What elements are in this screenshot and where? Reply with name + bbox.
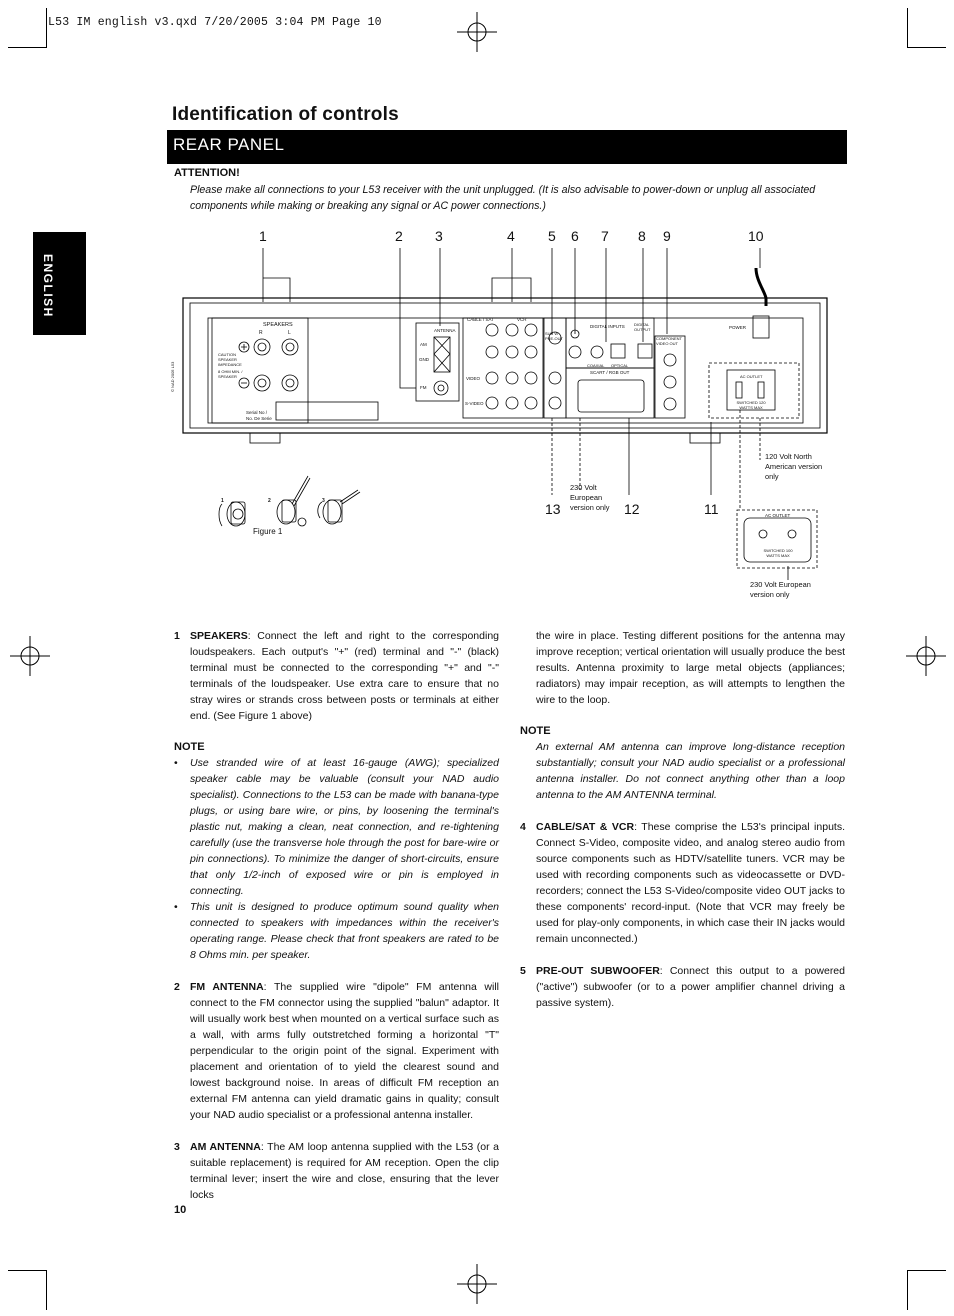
registration-mark-left (8, 634, 52, 678)
attention-heading: ATTENTION! (174, 167, 240, 179)
label-digital-output: DIGITAL OUTPUT (634, 322, 651, 332)
label-video: VIDEO (466, 376, 481, 381)
item-5-text: : Connect this output to a powered ("active") subwoofer (or to a power amplifier channel driving a passive system). (536, 965, 845, 1009)
callout-12: 12 (624, 501, 640, 517)
item-2-heading: FM ANTENNA (190, 981, 264, 993)
label-fm: FM (420, 385, 427, 390)
callout-7: 7 (601, 228, 609, 244)
left-column (174, 628, 499, 1203)
item-1-heading: SPEAKERS (190, 630, 248, 642)
callout-13: 13 (545, 501, 561, 517)
label-antenna: ANTENNA (434, 328, 456, 333)
figure-1-num-3: 3 (322, 498, 325, 504)
item-2-text: : The supplied wire "dipole" FM antenna will connect to the FM connector using the supplied "balun" adaptor. It will usually work best when mounted on a vertical surface such as a wall, with arms fully outstretched forming a horizontal "T" perpendicular to the origin point of the signal. Experiment with placement and orientation of to yield the clearest sound and lowest background noise. In areas of difficult FM reception an external FM antenna can yield dramatic gains in quality; consult your NAD audio specialist or a professional antenna installer. (190, 981, 499, 1121)
callout-9: 9 (663, 228, 671, 244)
note-230-volt-right: 230 Volt European version only (750, 580, 811, 599)
label-speakers-l: L (288, 330, 291, 336)
label-scart: SCART / RGB OUT (590, 370, 630, 375)
callout-1: 1 (259, 228, 267, 244)
label-vendor: © NAD 2005 L53 (170, 361, 175, 392)
label-sub-w: SUB W PRE-OUT (545, 331, 563, 341)
label-digital-inputs: DIGITAL INPUTS (590, 324, 625, 329)
item-3-text: : The AM loop antenna supplied with the L53 (or a suitable replacement) is required for AM reception. Open the clip terminal lever; insert the wire and close, ensuring that the lever locks (190, 1141, 499, 1201)
page-title: Identification of controls (172, 104, 399, 125)
label-optical: OPTICAL (611, 363, 629, 368)
callout-10: 10 (748, 228, 764, 244)
item-fm-antenna (174, 979, 499, 1123)
item-1-number: 1 (174, 630, 180, 642)
note-am-text: An external AM antenna can improve long-distance reception substantially; consult your NAD audio specialist or a professional antenna installer. Do not connect anything other than a loop antenna to the AM ANTENNA terminal. (536, 741, 845, 801)
section-bar (167, 130, 847, 164)
label-power: POWER (729, 325, 747, 330)
note-heading-2: NOTE (520, 725, 551, 737)
language-tab-label: ENGLISH (41, 254, 55, 318)
item-5-number: 5 (520, 965, 526, 977)
item-speakers (174, 628, 499, 724)
callout-2: 2 (395, 228, 403, 244)
rear-panel-diagram (0, 0, 954, 620)
language-tab (33, 232, 86, 335)
figure-1-caption: Figure 1 (253, 527, 283, 536)
label-switched-eu: SWITCHED 100 WATTS MAX (763, 548, 793, 558)
label-cable-sat: CABLE / SAT (467, 317, 494, 322)
item-cable-sat-vcr (520, 819, 845, 947)
label-component: COMPONENT VIDEO OUT (656, 336, 682, 346)
callout-6: 6 (571, 228, 579, 244)
label-serial-2: No. De Serie (246, 416, 272, 421)
label-ohm: 8 OHM MIN. / SPEAKER (218, 369, 243, 379)
label-speakers: SPEAKERS (263, 322, 293, 328)
right-column (520, 628, 845, 1011)
am-antenna-continued: the wire in place. Testing different positions for the antenna may improve reception; vertical orientation will usually produce the best results. Antenna proximity to large metal objects (appliances; radiators) may impair reception, as will attempts to lengthen the wire to the loop. (536, 630, 845, 706)
item-4-heading: CABLE/SAT & VCR (536, 821, 635, 833)
label-gnd: GND (419, 357, 429, 362)
item-4-number: 4 (520, 821, 526, 833)
item-3-number: 3 (174, 1141, 180, 1153)
page-number: 10 (174, 1204, 187, 1216)
registration-mark-top (455, 10, 499, 54)
note-230-volt-center: 230 Volt European version only (570, 483, 610, 512)
item-1-text: : Connect the left and right to the corresponding loudspeakers. Each output's "+" (red) terminal and "-" (black) terminal must be connected to the corresponding "+" and "-" terminals of the loudspeaker. Use extra care to ensure that no stray wires or strands cross between posts or terminals at either end. (See Figure 1 above) (190, 630, 499, 722)
callout-3: 3 (435, 228, 443, 244)
label-serial: Serial No / (246, 410, 268, 415)
figure-1-num-1: 1 (221, 498, 224, 504)
item-am-antenna (174, 1139, 499, 1203)
label-svideo: S-VIDEO (465, 401, 484, 406)
label-ac-outlet: AC OUTLET (740, 374, 763, 379)
callout-5: 5 (548, 228, 556, 244)
item-pre-out-subwoofer (520, 963, 845, 1011)
label-am: AM (420, 342, 427, 347)
registration-mark-bottom (455, 1262, 499, 1306)
note-bullet-1: • Use stranded wire of at least 16-gauge (AWG); specialized speaker cable may be valuable (consult your NAD audio specialist). Connections to the L53 can be made with banana-type plugs, or using bare wire, or pins, by loosening the terminal's plastic nut, making a clean, neat connection, and re-tightening carefully (use the transverse hole through the post for bare-wire or pin connections). To minimize the danger of short-circuits, ensure that only 1/2-inch of exposed wire or pin is employed in connecting. (174, 755, 499, 899)
note-heading-1: NOTE (174, 741, 205, 753)
label-caution: CAUTION SPEAKER IMPEDANCE (218, 352, 242, 367)
registration-mark-right (904, 634, 948, 678)
label-speakers-r: R (259, 330, 263, 336)
note-bullet-2: • This unit is designed to produce optimum sound quality when connected to speakers with impedances within the receiver's operating range. Please check that front speakers are rated to be 8 Ohms min. per speaker. (174, 899, 499, 963)
note-120-volt: 120 Volt North American version only (765, 452, 823, 481)
rear-panel-drawing (0, 0, 954, 620)
item-3-heading: AM ANTENNA (190, 1141, 261, 1153)
item-2-number: 2 (174, 981, 180, 993)
attention-text: Please make all connections to your L53 receiver with the unit unplugged. (It is also advisable to power-down or unplug all associated components while making or breaking any signal or AC power connections.) (190, 184, 816, 212)
label-vcr: VCR (517, 317, 527, 322)
callout-4: 4 (507, 228, 515, 244)
figure-1-num-2: 2 (268, 498, 271, 504)
print-slug: L53 IM english v3.qxd 7/20/2005 3:04 PM Page 10 (48, 16, 382, 29)
label-ac-outlet-eu: AC OUTLET (765, 513, 791, 518)
callout-11: 11 (704, 501, 719, 517)
item-4-text: : These comprise the L53's principal inputs. Connect S-Video, composite video, and analog stereo audio from source components such as HDTV/satellite tuners. VCR may be used with recording components such as videocassette or DVD-recorders; connect the L53 S-Video/composite video OUT jacks to these components' record-input. (Note that VCR may freely be used for play-only components, in which case their IN jacks would remain unconnected.) (536, 821, 845, 945)
label-switched: SWITCHED 120 WATTS MAX (736, 400, 766, 410)
callout-8: 8 (638, 228, 646, 244)
section-bar-label: REAR PANEL (173, 135, 285, 154)
item-5-heading: PRE-OUT SUBWOOFER (536, 965, 660, 977)
label-coaxial: COAXIAL (587, 363, 605, 368)
